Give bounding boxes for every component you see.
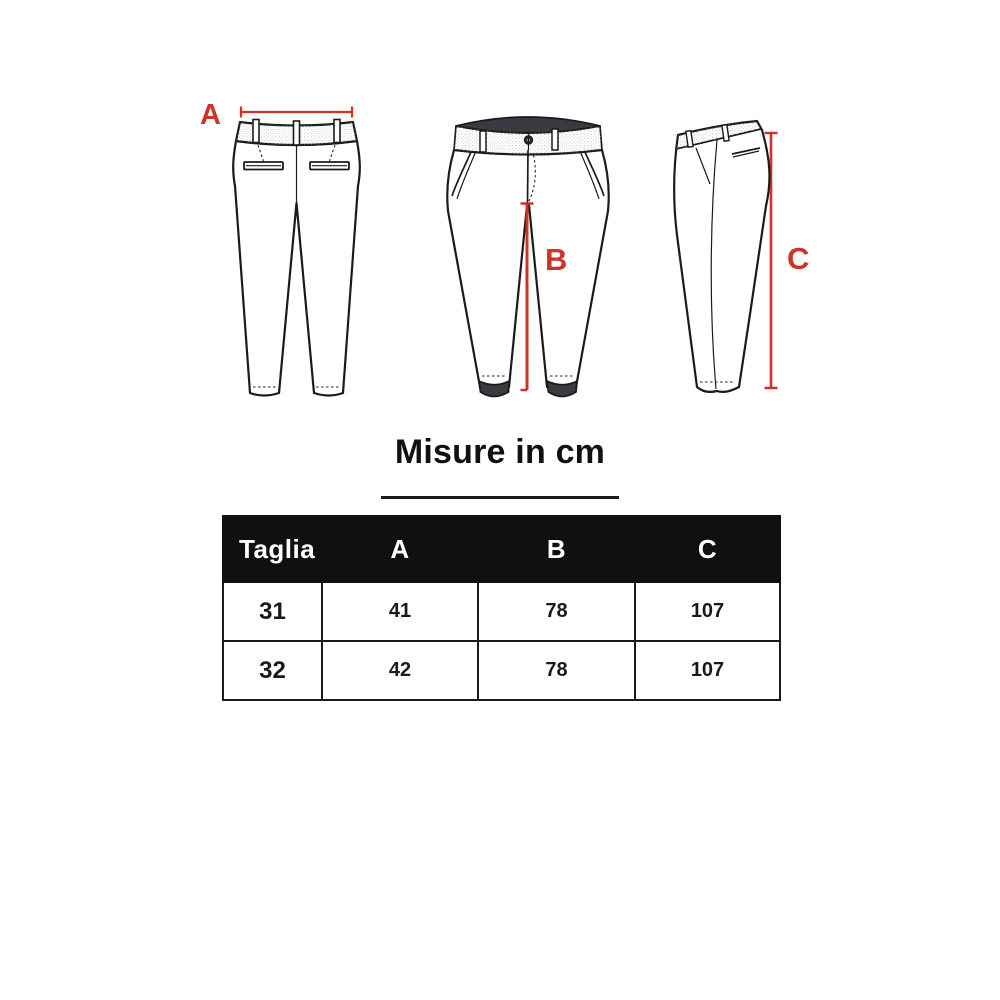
measure-c-value: 107 xyxy=(635,582,780,641)
pants-back-view-drawing xyxy=(228,100,365,402)
title-underline xyxy=(381,496,619,499)
size-value: 31 xyxy=(223,582,322,641)
table-row-size-31 xyxy=(223,582,780,641)
pants-front-view-drawing xyxy=(443,105,613,400)
measure-b-value: 78 xyxy=(478,582,635,641)
measure-label-a: A xyxy=(200,99,222,131)
header-measure-a: A xyxy=(322,516,478,582)
measure-label-b: B xyxy=(545,242,568,277)
header-measure-c: C xyxy=(635,516,780,582)
measure-c-value: 107 xyxy=(635,641,780,700)
measure-label-c: C xyxy=(787,241,810,276)
pants-diagram-area xyxy=(0,0,1000,430)
header-measure-b: B xyxy=(478,516,635,582)
measure-a-value: 42 xyxy=(322,641,478,700)
page-title: Misure in cm xyxy=(394,433,606,471)
table-row-size-32 xyxy=(223,641,780,700)
size-table-header-row xyxy=(223,516,780,582)
header-taglia: Taglia xyxy=(223,516,322,582)
pants-side-view-drawing xyxy=(665,108,795,400)
measure-a-value: 41 xyxy=(322,582,478,641)
size-value: 32 xyxy=(223,641,322,700)
size-table xyxy=(222,515,781,701)
waist-width-arrow-icon xyxy=(241,107,352,118)
measure-b-value: 78 xyxy=(478,641,635,700)
